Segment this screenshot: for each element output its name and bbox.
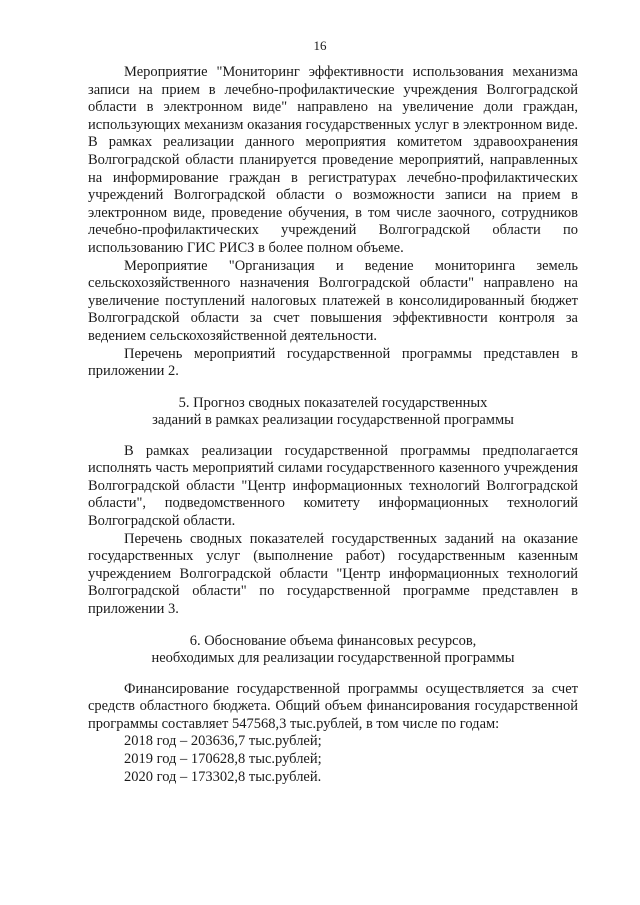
funding-year-2019: 2019 год – 170628,8 тыс.рублей; (124, 751, 322, 767)
section-5-paragraph-2: Перечень сводных показателей государственных заданий на оказание государственных услуг (выполнение работ) государственным казенным учреждением Волгоградской области "Центр информационных технологий Волгоградской области" по государственной программе представлен в приложении 3. (88, 530, 578, 618)
section-5-heading (88, 395, 578, 429)
section-5-title-line-1: 5. Прогноз сводных показателей государственных (178, 394, 488, 411)
section-6-heading (88, 633, 578, 667)
page-number: 16 (313, 38, 327, 53)
section-6-paragraph: Финансирование государственной программы осуществляется за счет средств областного бюджета. Общий объем финансирования государственной программы составляет 547568,3 тыс.рублей, в том числе по годам: (88, 680, 578, 732)
section-6-title-line-1: 6. Обоснование объема финансовых ресурсов, (189, 632, 477, 649)
funding-year-2020: 2020 год – 173302,8 тыс.рублей. (124, 768, 322, 785)
section-5-paragraph-1: В рамках реализации государственной программы предполагается исполнять часть мероприятий силами государственного казенного учреждения Волгоградской области "Центр информационных технологий Волгоградской области", подведомственного комитету информационных технологий Волгоградской области. (88, 442, 578, 530)
section-5-title-line-2: заданий в рамках реализации государственной программы (152, 411, 514, 428)
funding-by-year-list (88, 733, 578, 786)
section-6-title-line-2: необходимых для реализации государственной программы (151, 649, 515, 666)
paragraph-land-monitoring: Мероприятие "Организация и ведение мониторинга земель сельскохозяйственного назначения Волгоградской области" направлено на увеличение поступлений налоговых платежей в консолидированный бюджет Волгоградской области за счет повышения эффективности контроля за ведением сельскохозяйственной деятельности. (88, 257, 578, 344)
document-body (88, 64, 578, 786)
paragraph-activities-list: Перечень мероприятий государственной программы представлен в приложении 2. (88, 345, 578, 380)
paragraph-monitoring-appointments: Мероприятие "Мониторинг эффективности использования механизма записи на прием в лечебно-профилактические учреждения Волгоградской области в электронном виде" направлено на увеличение доли граждан, использующих механизм оказания государственных услуг в электронном виде. В рамках реализации данного мероприятия комитетом здравоохранения Волгоградской области планируется проведение мероприятий, направленных на информирование граждан в регистратурах лечебно-профилактических учреждений Волгоградской области о возможности записи на прием в электронном виде, проведение обучения, в том числе заочного, сотрудников лечебно-профилактических учреждений Волгоградской области по использованию ГИС РИСЗ в более полном объеме. (88, 64, 578, 256)
funding-year-2018: 2018 год – 203636,7 тыс.рублей; (124, 733, 322, 750)
